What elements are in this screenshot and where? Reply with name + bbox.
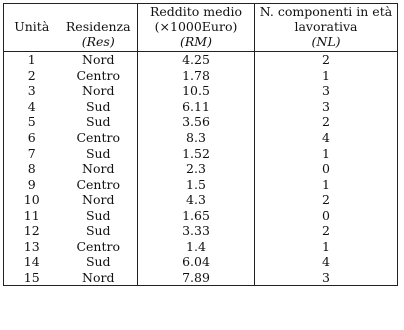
cell-unit: 13 bbox=[4, 239, 60, 255]
cell-nl: 3 bbox=[255, 99, 398, 115]
cell-unit: 11 bbox=[4, 207, 60, 223]
cell-unit: 5 bbox=[4, 114, 60, 130]
cell-nl: 1 bbox=[255, 68, 398, 84]
cell-residenza: Sud bbox=[85, 145, 111, 161]
cell-nl: 3 bbox=[255, 83, 398, 99]
cell-residenza: Nord bbox=[82, 83, 115, 99]
cell-residenza: Nord bbox=[82, 161, 115, 177]
table-row bbox=[4, 270, 398, 286]
header-res-spacer bbox=[60, 4, 138, 20]
cell-unit: 15 bbox=[4, 270, 60, 286]
table-row bbox=[4, 114, 398, 130]
cell-unit: 10 bbox=[4, 192, 60, 208]
cell-nl: 1 bbox=[255, 176, 398, 192]
cell-residenza: Nord bbox=[82, 52, 115, 68]
data-table bbox=[3, 3, 398, 286]
header-rm-symbol: (RM) bbox=[138, 34, 255, 52]
cell-reddito: 1.78 bbox=[138, 68, 255, 84]
cell-unit: 14 bbox=[4, 254, 60, 270]
cell-residenza: Sud bbox=[85, 207, 111, 223]
cell-residenza: Centro bbox=[76, 130, 121, 145]
cell-nl: 2 bbox=[255, 192, 398, 208]
cell-reddito: 4.25 bbox=[138, 52, 255, 68]
header-reddito-unit: (×1000Euro) bbox=[138, 19, 255, 34]
cell-unit: 7 bbox=[4, 145, 60, 161]
table-row bbox=[4, 176, 398, 192]
header-nl-symbol: (NL) bbox=[255, 34, 398, 52]
cell-nl: 2 bbox=[255, 52, 398, 68]
table-row bbox=[4, 223, 398, 239]
cell-residenza: Sud bbox=[85, 223, 111, 239]
cell-reddito: 7.89 bbox=[138, 270, 255, 286]
table-row bbox=[4, 52, 398, 68]
cell-nl: 3 bbox=[255, 270, 398, 286]
cell-reddito: 6.04 bbox=[138, 254, 255, 270]
cell-reddito: 1.5 bbox=[138, 176, 255, 192]
cell-unit: 8 bbox=[4, 161, 60, 177]
header-nl-label: N. componenti in età bbox=[255, 4, 398, 20]
cell-unit: 1 bbox=[4, 52, 60, 68]
cell-nl: 0 bbox=[255, 161, 398, 177]
cell-unit: 3 bbox=[4, 83, 60, 99]
header-reddito-label: Reddito medio bbox=[138, 4, 255, 20]
cell-reddito: 4.3 bbox=[138, 192, 255, 208]
cell-reddito: 2.3 bbox=[138, 161, 255, 177]
cell-residenza: Nord bbox=[82, 269, 115, 285]
cell-nl: 1 bbox=[255, 145, 398, 161]
cell-reddito: 10.5 bbox=[138, 83, 255, 99]
table-header bbox=[4, 4, 398, 52]
cell-residenza: Nord bbox=[82, 192, 115, 208]
cell-reddito: 8.3 bbox=[138, 130, 255, 146]
cell-unit: 4 bbox=[4, 99, 60, 115]
header-unit-spacer bbox=[4, 4, 60, 20]
cell-unit: 12 bbox=[4, 223, 60, 239]
table-row bbox=[4, 68, 398, 84]
cell-nl: 0 bbox=[255, 207, 398, 223]
cell-unit: 2 bbox=[4, 68, 60, 84]
cell-reddito: 3.56 bbox=[138, 114, 255, 130]
table-row bbox=[4, 130, 398, 146]
table-row bbox=[4, 254, 398, 270]
cell-residenza: Sud bbox=[85, 254, 111, 270]
table-row bbox=[4, 99, 398, 115]
cell-nl: 4 bbox=[255, 254, 398, 270]
table-row bbox=[4, 161, 398, 177]
table-row bbox=[4, 207, 398, 223]
table-body bbox=[4, 52, 398, 286]
header-res-symbol: (Res) bbox=[81, 34, 115, 49]
cell-reddito: 6.11 bbox=[138, 99, 255, 115]
cell-reddito: 1.4 bbox=[138, 239, 255, 255]
cell-nl: 4 bbox=[255, 130, 398, 146]
table-row bbox=[4, 145, 398, 161]
header-residenza: Residenza bbox=[65, 19, 131, 34]
header-unit: Unità bbox=[4, 19, 60, 34]
cell-reddito: 1.65 bbox=[138, 207, 255, 223]
cell-residenza: Centro bbox=[76, 238, 121, 254]
cell-residenza: Centro bbox=[76, 67, 121, 83]
cell-reddito: 1.52 bbox=[138, 145, 255, 161]
header-unit-spacer-2 bbox=[4, 34, 60, 52]
cell-residenza: Sud bbox=[85, 98, 111, 114]
cell-reddito: 3.33 bbox=[138, 223, 255, 239]
cell-unit: 6 bbox=[4, 130, 60, 146]
cell-nl: 2 bbox=[255, 114, 398, 130]
table-row bbox=[4, 83, 398, 99]
cell-nl: 1 bbox=[255, 239, 398, 255]
cell-residenza: Centro bbox=[76, 176, 121, 192]
cell-unit: 9 bbox=[4, 176, 60, 192]
table-row bbox=[4, 239, 398, 255]
table-row bbox=[4, 192, 398, 208]
header-nl-label-2: lavorativa bbox=[255, 19, 398, 34]
cell-residenza: Sud bbox=[85, 114, 111, 130]
cell-nl: 2 bbox=[255, 223, 398, 239]
